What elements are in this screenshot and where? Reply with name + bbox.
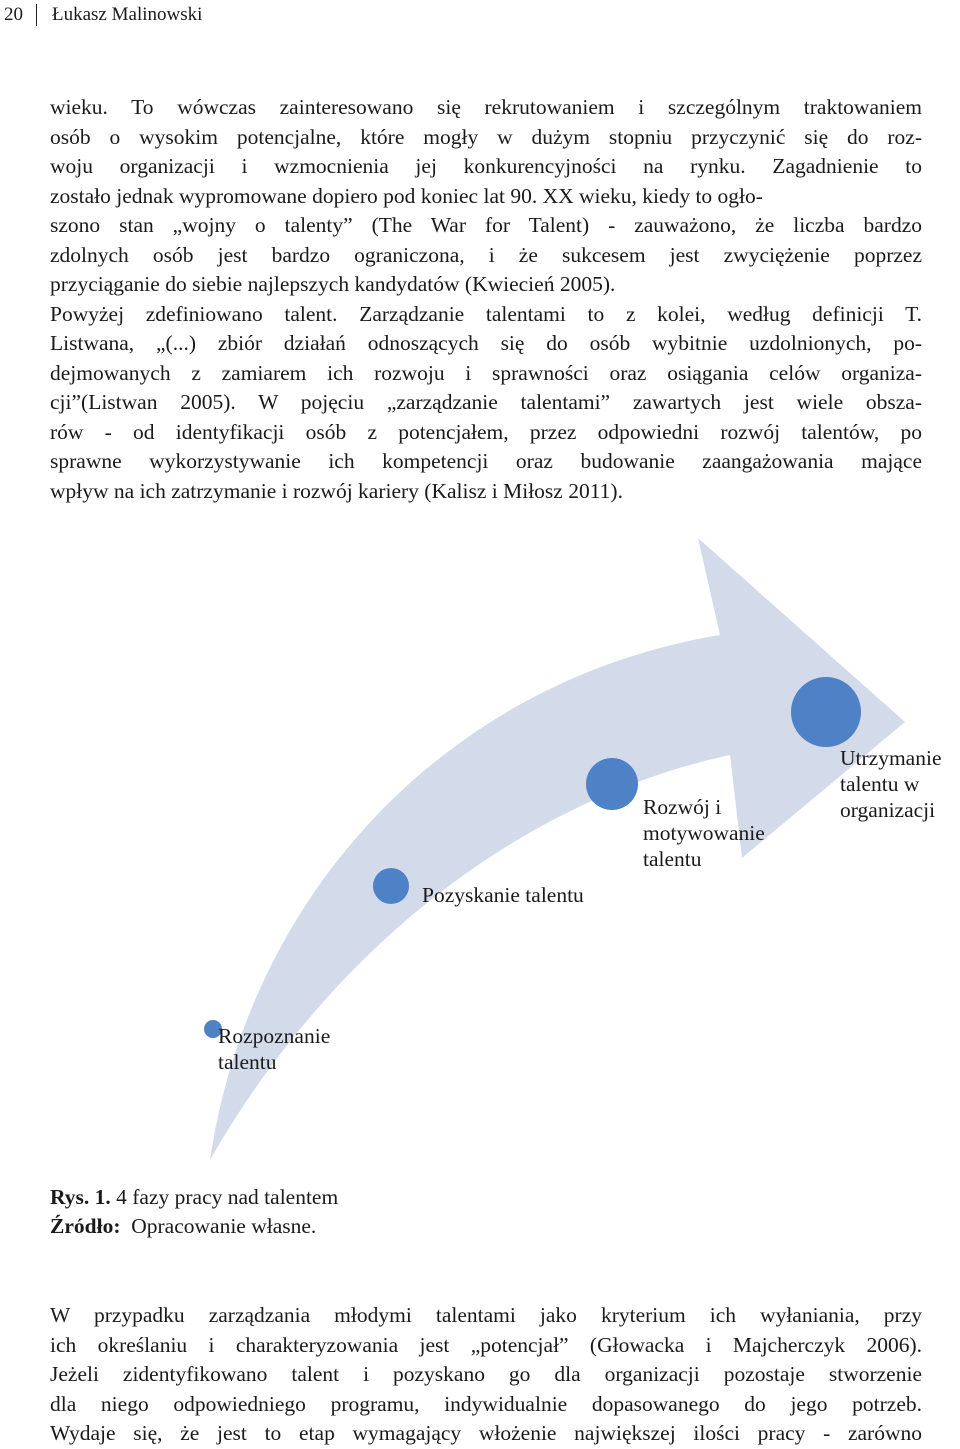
figure-label: Rys. 1.: [50, 1185, 111, 1209]
phase-label-line: Pozyskanie talentu: [422, 883, 584, 907]
page-number: 20: [4, 4, 23, 25]
phase-label-line: talentu: [643, 847, 702, 871]
phase-label-line: Utrzymanie: [840, 746, 942, 770]
paragraph-line: dla niego odpowiedniego programu, indywidualnie dopasowanego do jego potrzeb.: [50, 1391, 922, 1416]
phase-label-utrzymanie: [840, 745, 942, 823]
phase-label-line: Rozpoznanie: [218, 1024, 331, 1048]
page-header: [0, 0, 960, 30]
figure-caption: [50, 1183, 338, 1212]
diagram-graphic: [0, 530, 960, 1180]
paragraph-line: Wydaje się, że jest to etap wymagający włożenie największej ilości pracy - zarówno: [50, 1421, 922, 1445]
phase-dot-utrzymanie: [791, 677, 861, 747]
paragraph-line: Jeżeli zidentyfikowano talent i pozyskano go dla organizacji pozostaje stworzenie: [50, 1362, 922, 1386]
paragraph-line: wpływ na ich zatrzymanie i rozwój kariery (Kalisz i Miłosz 2011).: [50, 478, 623, 503]
body-paragraph-2: [50, 1301, 922, 1449]
paragraph-line: cji”(Listwan 2005). W pojęciu „zarządzanie talentami” zawartych jest wiele obsza-: [50, 390, 922, 414]
paragraph-line: zdolnych osób jest bardzo ograniczona, i że sukcesem jest zwyciężenie poprzez: [50, 242, 922, 267]
phase-label-line: Rozwój i: [643, 795, 722, 819]
phase-label-line: organizacji: [840, 798, 936, 822]
phase-label-pozyskanie: [422, 882, 584, 908]
phase-label-rozpoznanie: [218, 1023, 330, 1075]
paragraph-line: Powyżej zdefiniowano talent. Zarządzanie talentami to z kolei, według definicji T.: [50, 301, 922, 326]
paragraph-line: osób o wysokim potencjalne, które mogły w dużym stopniu przyczynić się do roz-: [50, 124, 922, 149]
header-divider: [36, 4, 37, 26]
phase-label-line: motywowanie: [643, 821, 765, 845]
paragraph-line: Listwana, „(...) zbiór działań odnoszących się do osób wybitnie uzdolnionych, po-: [50, 331, 922, 355]
source-text: Opracowanie własne.: [120, 1214, 317, 1238]
phase-dot-rozwoj: [586, 758, 638, 810]
figure-source: [50, 1212, 316, 1241]
running-head-author: Łukasz Malinowski: [52, 4, 203, 25]
phase-label-line: talentu w: [840, 772, 920, 796]
paragraph-line: sprawne wykorzystywanie ich kompetencji oraz budowanie zaangażowania mające: [50, 449, 922, 473]
paragraph-line: ich określaniu i charakteryzowania jest „potencjał” (Głowacka i Majcherczyk 2006).: [50, 1332, 922, 1357]
phase-label-line: talentu: [218, 1050, 277, 1074]
phase-label-rozwoj: [643, 794, 765, 872]
talent-phases-diagram: [0, 530, 960, 1180]
paragraph-line: dejmowanych z zamiarem ich rozwoju i sprawności oraz osiągania celów organiza-: [50, 360, 922, 385]
paragraph-line: rów - od identyfikacji osób z potencjałem, przez odpowiedni rozwój talentów, po: [50, 419, 922, 444]
source-label: Źródło:: [50, 1214, 121, 1238]
figure-title: 4 fazy pracy nad talentem: [110, 1185, 339, 1209]
paragraph-line: przyciąganie do siebie najlepszych kandydatów (Kwiecień 2005).: [50, 272, 616, 296]
phase-dot-pozyskanie: [373, 868, 409, 904]
body-paragraph-1: [50, 93, 922, 506]
paragraph-line: W przypadku zarządzania młodymi talentami jako kryterium ich wyłaniania, przy: [50, 1303, 922, 1327]
paragraph-line: wieku. To wówczas zainteresowano się rekrutowaniem i szczególnym traktowaniem: [50, 95, 922, 119]
paragraph-line: woju organizacji i wzmocnienia jej konkurencyjności na rynku. Zagadnienie to: [50, 154, 922, 178]
paragraph-line: zostało jednak wypromowane dopiero pod koniec lat 90. XX wieku, kiedy to ogło-: [50, 183, 763, 208]
paragraph-line: szono stan „wojny o talenty” (The War for Talent) - zauważono, że liczba bardzo: [50, 213, 922, 237]
